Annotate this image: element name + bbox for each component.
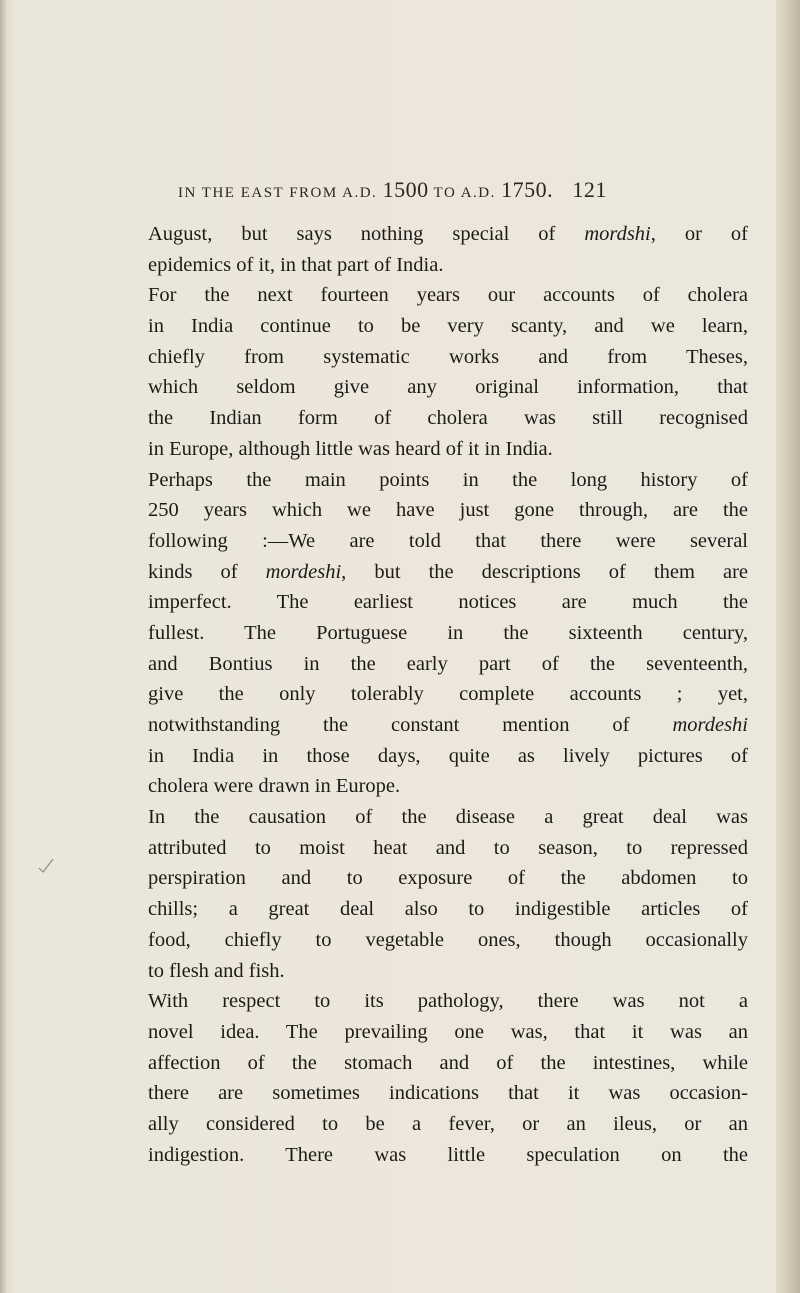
text-line bbox=[148, 710, 748, 741]
running-head-to: TO A.D. bbox=[433, 185, 496, 201]
text-line bbox=[148, 311, 748, 342]
text-line bbox=[148, 649, 748, 680]
text-line bbox=[148, 679, 748, 710]
text-run: ally considered to be a fever, or an ileus, or an bbox=[148, 1112, 748, 1135]
text-run: food, chiefly to vegetable ones, though occasionally bbox=[148, 928, 748, 951]
text-run: , or of bbox=[650, 223, 748, 245]
text-run: give the only tolerably complete accounts ; yet, bbox=[148, 683, 748, 706]
text-run: epidemics of it, in that part of India. bbox=[148, 253, 444, 276]
text-line bbox=[148, 618, 748, 649]
text-line bbox=[148, 465, 748, 496]
text-run: indigestion. There was little speculation on the bbox=[148, 1143, 748, 1166]
text-run: fullest. The Portuguese in the sixteenth century, bbox=[148, 621, 748, 644]
text-line bbox=[148, 833, 748, 864]
text-run: attributed to moist heat and to season, to repressed bbox=[148, 836, 748, 859]
text-line bbox=[148, 219, 748, 250]
body-text bbox=[148, 219, 748, 1170]
text-line bbox=[148, 434, 748, 465]
page-number: 121 bbox=[572, 177, 607, 202]
text-run: chiefly from systematic works and from Theses, bbox=[148, 345, 748, 368]
text-line bbox=[148, 802, 748, 833]
text-run: , but the descriptions of them are bbox=[341, 560, 748, 583]
text-line bbox=[148, 495, 748, 526]
text-run: In the causation of the disease a great deal was bbox=[148, 806, 748, 829]
text-run: With respect to its pathology, there was not a bbox=[148, 990, 748, 1013]
text-run: and Bontius in the early part of the seventeenth, bbox=[148, 652, 748, 675]
text-line bbox=[148, 1109, 748, 1140]
text-run: For the next fourteen years our accounts of cholera bbox=[148, 284, 748, 307]
text-run: cholera were drawn in Europe. bbox=[148, 775, 401, 798]
italic-term: mordeshi bbox=[672, 714, 748, 736]
text-line bbox=[148, 1048, 748, 1079]
text-run: kinds of bbox=[148, 560, 266, 583]
text-line bbox=[148, 1017, 748, 1048]
page-gutter-left bbox=[0, 0, 6, 1293]
text-line bbox=[148, 526, 748, 557]
text-line bbox=[148, 894, 748, 925]
text-line bbox=[148, 372, 748, 403]
text-line bbox=[148, 771, 748, 802]
page-edge-right bbox=[776, 0, 800, 1293]
text-run: Perhaps the main points in the long history of bbox=[148, 468, 748, 491]
text-run: perspiration and to exposure of the abdomen to bbox=[148, 867, 748, 890]
text-line bbox=[148, 587, 748, 618]
text-run: imperfect. The earliest notices are much the bbox=[148, 591, 748, 614]
pencil-check-mark-icon bbox=[37, 856, 55, 874]
text-run: August, but says nothing special of bbox=[148, 223, 585, 245]
text-line bbox=[148, 342, 748, 373]
running-head-year-end: 1750. bbox=[501, 177, 554, 202]
italic-term: mordshi bbox=[584, 223, 651, 245]
text-line bbox=[148, 863, 748, 894]
text-line bbox=[148, 557, 748, 588]
text-run: notwithstanding the constant mention of bbox=[148, 714, 673, 736]
text-line bbox=[148, 956, 748, 987]
text-run: novel idea. The prevailing one was, that it was an bbox=[148, 1020, 748, 1043]
text-run: following :—We are told that there were several bbox=[148, 529, 748, 552]
text-line bbox=[148, 403, 748, 434]
text-line bbox=[148, 1078, 748, 1109]
text-run: in Europe, although little was heard of it in India. bbox=[148, 437, 553, 460]
text-line bbox=[148, 741, 748, 772]
text-run: the Indian form of cholera was still recognised bbox=[148, 407, 748, 430]
text-line bbox=[148, 280, 748, 311]
text-line bbox=[148, 250, 748, 281]
running-head bbox=[178, 177, 738, 203]
text-run: 250 years which we have just gone through, are the bbox=[148, 499, 748, 522]
text-run: which seldom give any original information, that bbox=[148, 376, 748, 399]
text-line bbox=[148, 925, 748, 956]
running-head-prefix: IN THE EAST FROM A.D. bbox=[178, 185, 378, 201]
running-head-year-start: 1500 bbox=[382, 177, 429, 202]
text-run: to flesh and fish. bbox=[148, 959, 285, 982]
text-line bbox=[148, 1140, 748, 1171]
italic-term: mordeshi bbox=[265, 560, 342, 583]
text-run: chills; a great deal also to indigestible articles of bbox=[148, 898, 748, 921]
text-run: affection of the stomach and of the intestines, while bbox=[148, 1051, 748, 1074]
text-line bbox=[148, 986, 748, 1017]
text-run: in India continue to be very scanty, and we learn, bbox=[148, 315, 748, 338]
text-run: there are sometimes indications that it was occasion- bbox=[148, 1082, 748, 1105]
text-run: in India in those days, quite as lively pictures of bbox=[148, 744, 748, 767]
